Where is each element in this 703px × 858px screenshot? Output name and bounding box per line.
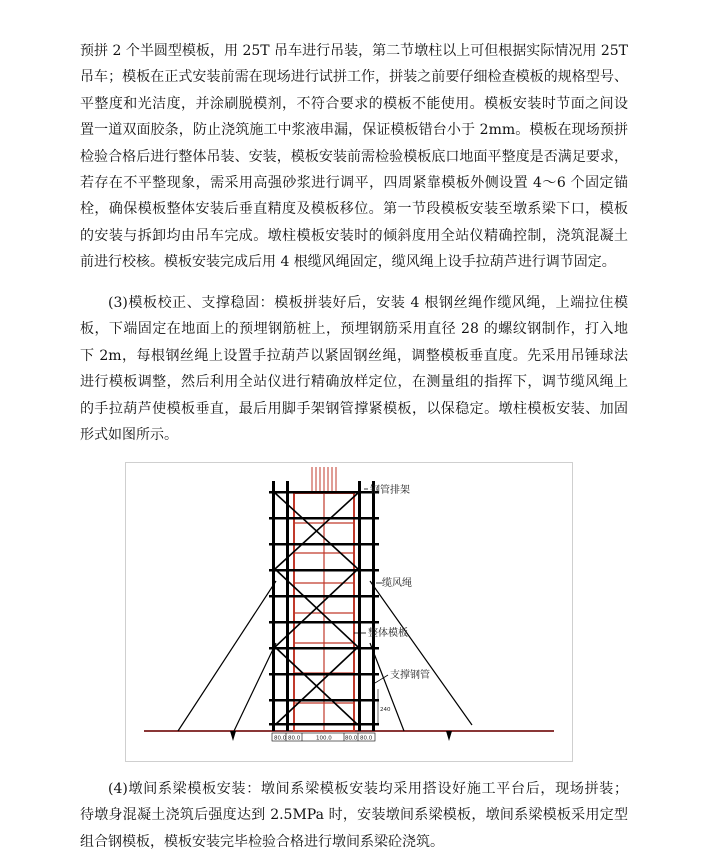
dimension-text: 80.0 [360,735,373,742]
guy-rope-left-inner [234,643,276,731]
paragraph-formwork-correction [80,290,628,448]
pier-formwork-diagram [125,462,573,762]
guy-rope-left-outer [178,581,276,731]
text-line: 组合钢模板，模板安装完毕检验合格进行墩间系梁砼浇筑。 [80,833,444,850]
text-line: 若存在不平整现象，需采用高强砂浆进行调平，四周紧靠模板外侧设置 4～6 个固定锚 [80,175,628,192]
text-line: 待墩身混凝土浇筑后强度达到 2.5MPa 时，安装墩间系梁模板，墩间系梁模板采用定型 [80,807,628,824]
text-line: 平整度和光洁度，并涂刷脱模剂，不符合要求的模板不能使用。模板安装时节面之间设 [80,95,628,112]
text-line: 预拼 2 个半圆型模板，用 25T 吊车进行吊装，第二节墩柱以上可但根据实际情况用 25T [80,43,628,59]
guy-rope-right-outer [370,581,472,725]
dimension-text: 80.0 [274,735,287,742]
text-line: 检验合格后进行整体吊装、安装，模板安装前需检验模板底口地面平整度是否满足要求， [80,148,628,165]
label-support-pipe: 支撑钢管 [390,670,430,681]
text-line: 吊车；模板在正式安装前需在现场进行试拼工作，拼装之前要仔细检查模板的规格型号、 [80,69,628,86]
dimension-text: 80.0 [345,735,358,742]
text-line: 板，下端固定在地面上的预埋钢筋桩上，预埋钢筋采用直径 28 的螺纹钢制作，打入地 [80,321,628,338]
text-line: (3)模板校正、支撑稳固：模板拼装好后，安装 4 根钢丝绳作缆风绳，上端拉住模 [108,295,628,311]
text-line: 下 2m，每根钢丝绳上设置手拉葫芦以紧固钢丝绳，调整模板垂直度。先采用吊锤球法 [80,347,628,364]
paragraph-tie-beam-formwork [80,776,628,855]
text-line: 进行模板调整，然后利用全站仪进行精确放样定位，在测量组的指挥下，调节缆风绳上 [80,374,628,391]
text-line: 的手拉葫芦使模板垂直，最后用脚手架钢管撑紧模板，以保稳定。墩柱模板安装、加固 [80,400,628,417]
text-line: 形式如图所示。 [80,427,178,444]
text-line: (4)墩间系梁模板安装：墩间系梁模板安装均采用搭设好施工平台后，现场拼装； [108,781,628,797]
text-line: 置一道双面胶条，防止浇筑施工中浆液串漏，保证模板错台小于 2mm。模板在现场预拼 [80,122,628,139]
side-dimension-text: 240 [380,707,391,713]
label-formwork: 整体模板 [368,628,408,639]
label-guy-rope: 缆风绳 [382,578,412,589]
text-line: 前进行校核。模板安装完成后用 4 根缆风绳固定，缆风绳上设手拉葫芦进行调节固定。 [80,254,616,271]
anchor-peg [446,731,452,741]
text-line: 栓，确保模板整体安装后垂直精度及模板移位。第一节段模板安装至墩系梁下口，模板 [80,201,628,218]
label-scaffold: 钢管排架 [370,485,410,496]
text-line: 的安装与拆卸均由吊车完成。墩柱模板安装时的倾斜度用全站仪精确控制，浇筑混凝土 [80,227,628,244]
paragraph-formwork-installation [80,38,628,276]
dimension-text: 100.0 [316,735,332,742]
guy-rope-right-inner [370,643,404,731]
dimension-text: 80.0 [288,735,301,742]
diagram-drawing [126,463,572,761]
anchor-peg [230,731,236,741]
